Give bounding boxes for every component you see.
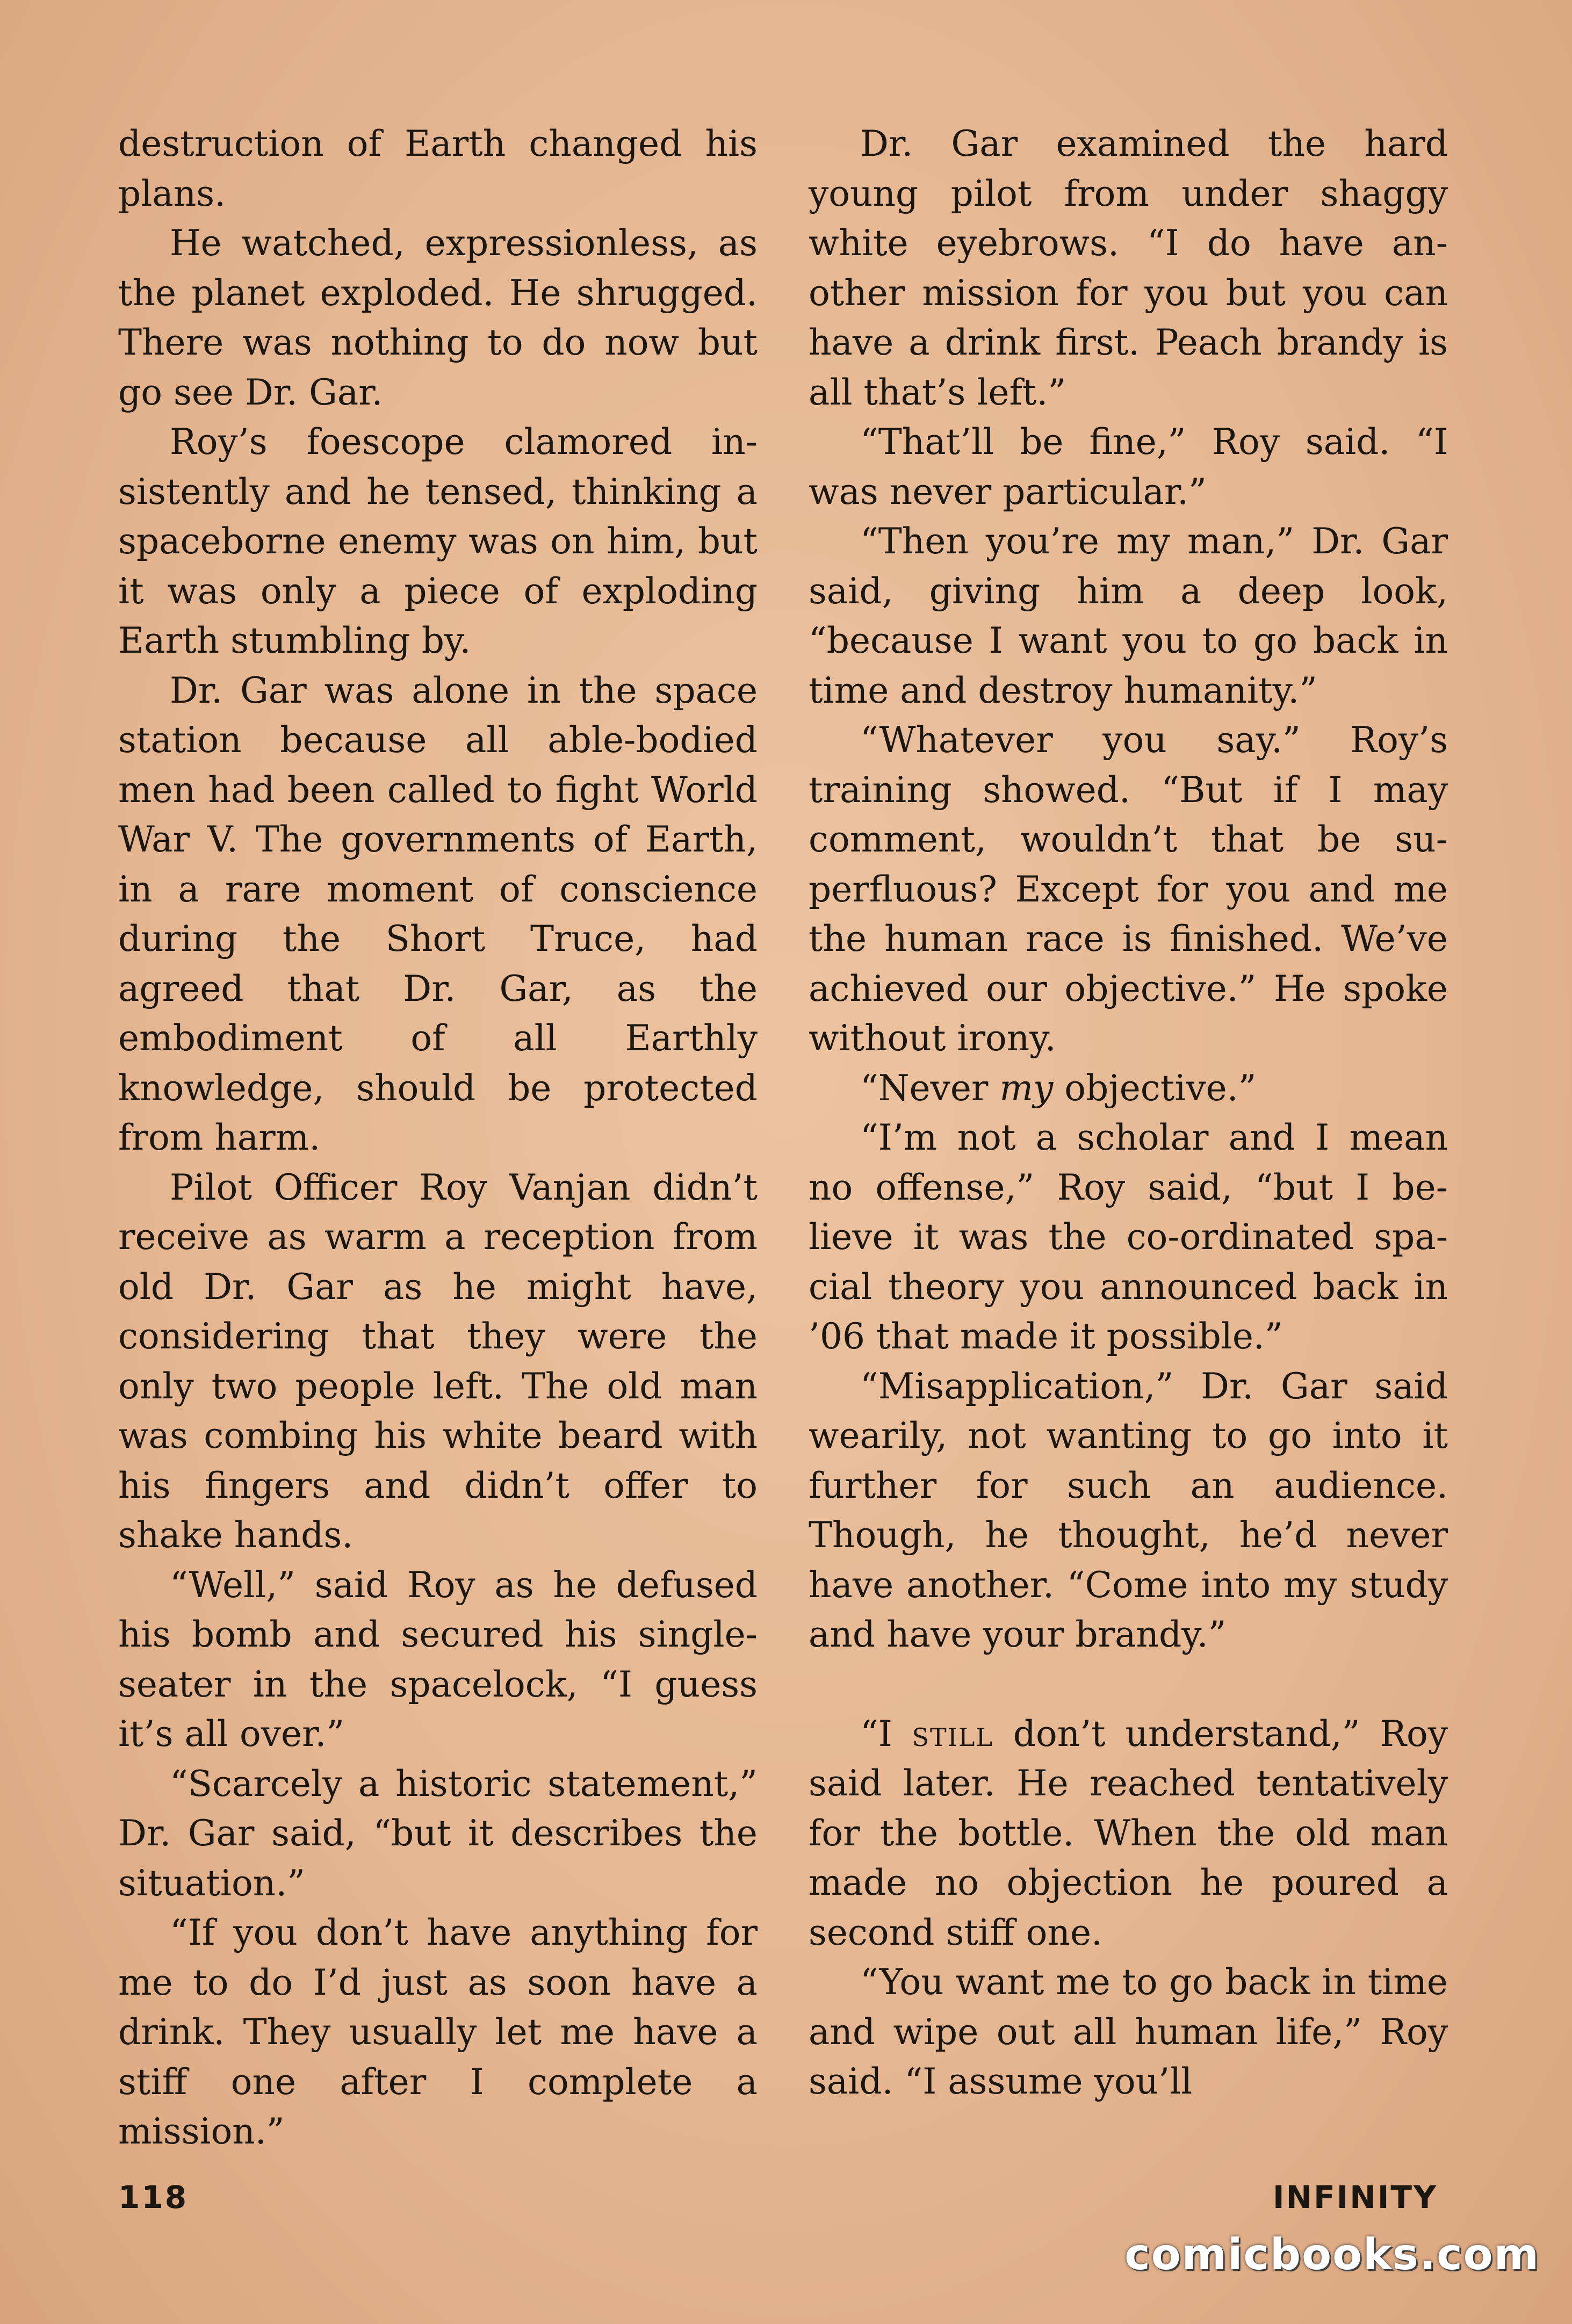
watermark: comicbooks.com (1124, 2229, 1540, 2279)
text-run: “I (860, 1713, 912, 1755)
paragraph: “You want me to go back in time and wipe out all human life,” Roy said. “I assume you’ll (809, 1961, 1448, 2102)
paragraph: “I’m not a scholar and I mean no offense,” Roy said, “but I believe it was the co-ordinated spacial theory you announced back in ’06 that made it possible.” (809, 1117, 1448, 1357)
paragraph: Pilot Officer Roy Vanjan didn’t receive as warm a reception from old Dr. Gar as he might have, considering that they were the only two people left. The old man was combing his white beard with his fingers and didn’t offer to shake hands. (118, 1166, 758, 1556)
small-caps-text: still (912, 1713, 994, 1755)
paragraph: “Misapplication,” Dr. Gar said wearily, not wanting to go into it further for such an audience. Though, he thought, he’d never have another. “Come into my study and have your brandy.” (809, 1365, 1448, 1655)
text-run: “Never (860, 1067, 1000, 1109)
paragraph: Roy’s foescope clamored insistently and he tensed, thinking a spaceborne enemy was on him, but it was only a piece of exploding Earth stumbling by. (118, 421, 758, 661)
text-run: objective.” (1053, 1067, 1257, 1109)
italic-text: my (999, 1067, 1054, 1109)
paragraph: He watched, expressionless, as the planet exploded. He shrugged. There was nothing to do now but go see Dr. Gar. (118, 222, 758, 413)
paragraph: “Whatever you say.” Roy’s training showed. “But if I may comment, wouldn’t that be superfluous? Except for you and me the human race is finished. We’ve achieved our objective.” He spoke without irony. (809, 719, 1448, 1059)
paragraph: “Scarcely a historic statement,” Dr. Gar said, “but it describes the situation.” (118, 1763, 758, 1904)
paragraph: “Well,” said Roy as he defused his bomb and secured his single-seater in the spacelock, “I guess it’s all over.” (118, 1564, 758, 1755)
paragraph: “That’ll be fine,” Roy said. “I was never particular.” (809, 421, 1448, 513)
page-number: 118 (118, 2179, 189, 2215)
paragraph: “If you don’t have anything for me to do I’d just as soon have a drink. They usually let me have a stiff one after I complete a mission.” (118, 1912, 758, 2152)
paragraph: “Then you’re my man,” Dr. Gar said, giving him a deep look, “because I want you to go back in time and destroy humanity.” (809, 521, 1448, 711)
right-text-column (809, 119, 1448, 2107)
paragraph (809, 1064, 1448, 1114)
paragraph: Dr. Gar was alone in the space station because all able-bodied men had been called to fight World War V. The governments of Earth, in a rare moment of conscience during the Short Truce, had agreed that Dr. Gar, as the embodiment of all Earthly knowledge, should be protected from harm. (118, 669, 758, 1158)
text-run: don’t understand,” Roy said later. He reached tentatively for the bottle. When the old man made no objection he poured a second stiff one. (809, 1713, 1448, 1953)
paragraph (809, 1709, 1448, 1958)
paragraph: Dr. Gar examined the hard young pilot from under shaggy white eyebrows. “I do have another mission for you but you can have a drink first. Peach brandy is all that’s left.” (809, 123, 1448, 413)
paragraph: destruction of Earth changed his plans. (118, 123, 758, 214)
left-text-column (118, 119, 758, 2157)
magazine-title: INFINITY (1272, 2179, 1438, 2215)
